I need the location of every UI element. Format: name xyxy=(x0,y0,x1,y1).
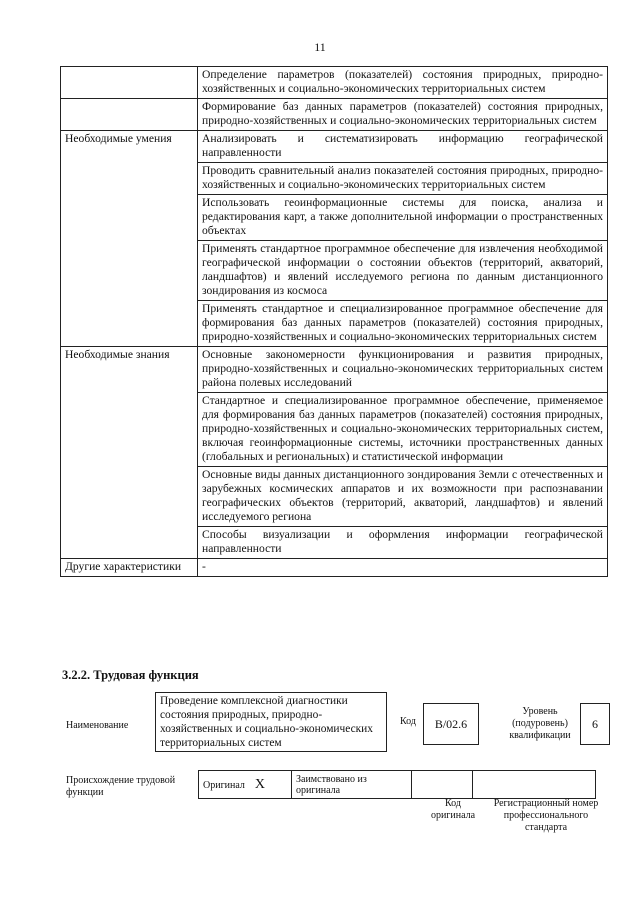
table-row xyxy=(61,99,608,131)
empty-label-cell xyxy=(61,67,198,99)
name-label: Наименование xyxy=(66,720,129,731)
code-original-cell xyxy=(412,771,473,799)
skill-item: Применять стандартное программное обеспечение для извлечения необходимой географической информации о состоянии объектов (территорий, акваторий, ландшафтов) и явлений исследуемого региона по данным дистанционного зондирования из космоса xyxy=(198,241,608,301)
table-row xyxy=(61,67,608,99)
reg-number-caption: Регистрационный номер профессионального стандарта xyxy=(493,798,599,833)
table-cell: Формирование баз данных параметров (показателей) состояния природных, природно-хозяйственных и социально-экономических территориальных систем xyxy=(198,99,608,131)
knowledge-item: Основные виды данных дистанционного зондирования Земли с отечественных и зарубежных космических аппаратов и их возможности при распознавании географических объектов (территорий, акваторий, ландшафтов) и явлений исследуемого региона xyxy=(198,467,608,527)
knowledge-item: Способы визуализации и оформления информации географической направленности xyxy=(198,527,608,559)
skills-label: Необходимые умения xyxy=(61,131,198,347)
original-mark: X xyxy=(254,776,266,792)
origin-table xyxy=(198,770,596,799)
table-cell: Определение параметров (показателей) состояния природных, природно-хозяйственных и социально-экономических территориальных систем xyxy=(198,67,608,99)
table-row xyxy=(199,771,596,799)
level-label: Уровень (подуровень) квалификации xyxy=(509,706,571,741)
skill-item: Анализировать и систематизировать информацию географической направленности xyxy=(198,131,608,163)
table-row xyxy=(61,559,608,577)
other-characteristics-label: Другие характеристики xyxy=(61,559,198,577)
page-number: 11 xyxy=(314,40,326,54)
level-value-box: 6 xyxy=(580,703,610,745)
borrowed-label: Заимствовано из оригинала xyxy=(292,771,412,799)
original-label: Оригинал xyxy=(203,779,245,791)
requirements-table xyxy=(60,66,608,577)
section-title: 3.2.2. Трудовая функция xyxy=(62,668,199,682)
code-original-caption: Код оригинала xyxy=(430,798,476,821)
knowledge-item: Стандартное и специализированное программное обеспечение, применяемое для формирования баз данных параметров (показателей) состояния природных, природно-хозяйственных и социально-экономических территориальных систем, включая геоинформационные системы, источники пространственных данных (глобальных и региональных) и статистической информации xyxy=(198,393,608,467)
original-cell xyxy=(199,771,292,799)
skill-item: Использовать геоинформационные системы для поиска, анализа и редактирования карт, а также дополнительной информации о пространственных объектах xyxy=(198,195,608,241)
name-value-box: Проведение комплексной диагностики состояния природных, природно-хозяйственных и социально-экономических территориальных систем xyxy=(155,692,387,752)
skill-item: Проводить сравнительный анализ показателей состояния природных, природно-хозяйственных и социально-экономических территориальных систем xyxy=(198,163,608,195)
table-row xyxy=(61,131,608,163)
other-characteristics-value: - xyxy=(198,559,608,577)
code-value-box: B/02.6 xyxy=(423,703,479,745)
knowledge-label: Необходимые знания xyxy=(61,347,198,559)
reg-number-cell xyxy=(473,771,596,799)
empty-label-cell xyxy=(61,99,198,131)
origin-label: Происхождение трудовой функции xyxy=(66,775,176,798)
knowledge-item: Основные закономерности функционирования и развития природных, природно-хозяйственных и социально-экономических территориальных систем района полевых исследований xyxy=(198,347,608,393)
code-label: Код xyxy=(400,716,416,727)
table-row xyxy=(61,347,608,393)
skill-item: Применять стандартное и специализированное программное обеспечение для формирования баз данных параметров (показателей) состояния природных, природно-хозяйственных и социально-экономических территориальных систем xyxy=(198,301,608,347)
